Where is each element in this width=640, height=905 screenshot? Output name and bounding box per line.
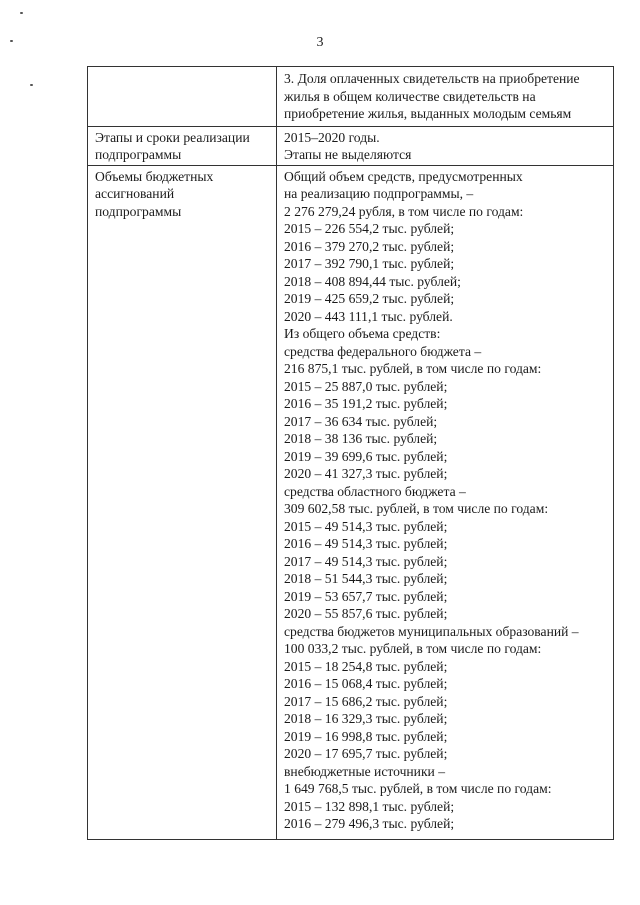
row-value-cell bbox=[277, 126, 614, 165]
text-line: 2019 – 39 699,6 тыс. рублей; bbox=[284, 448, 448, 464]
scan-speck bbox=[20, 12, 23, 14]
text-line: 2020 – 443 111,1 тыс. рублей. bbox=[284, 308, 453, 324]
text-line: 2015 – 18 254,8 тыс. рублей; bbox=[284, 658, 448, 674]
table-row bbox=[88, 165, 614, 839]
text-line: 2015–2020 годы. bbox=[284, 129, 380, 145]
text-line: средства федерального бюджета – bbox=[284, 343, 482, 359]
text-line: 216 875,1 тыс. рублей, в том числе по годам: bbox=[284, 361, 542, 376]
text-line: 2019 – 425 659,2 тыс. рублей; bbox=[284, 291, 455, 306]
text-line: Общий объем средств, предусмотренных bbox=[284, 168, 523, 184]
text-line: 2016 – 35 191,2 тыс. рублей; bbox=[284, 396, 448, 411]
text-line: 2018 – 408 894,44 тыс. рублей; bbox=[284, 273, 461, 289]
text-line: 2019 – 16 998,8 тыс. рублей; bbox=[284, 728, 448, 744]
text-line: 2015 – 226 554,2 тыс. рублей; bbox=[284, 221, 455, 236]
row-value-cell bbox=[277, 67, 614, 127]
text-line: 2015 – 49 514,3 тыс. рублей; bbox=[284, 518, 448, 534]
text-line: 309 602,58 тыс. рублей, в том числе по годам: bbox=[284, 501, 549, 516]
scan-speck bbox=[30, 84, 33, 86]
text-line: 2 276 279,24 рубля, в том числе по годам: bbox=[284, 203, 524, 219]
text-line: 2018 – 51 544,3 тыс. рублей; bbox=[284, 571, 448, 586]
text-line: средства областного бюджета – bbox=[284, 483, 466, 499]
text-line: 2016 – 15 068,4 тыс. рублей; bbox=[284, 676, 448, 691]
text-line: Этапы и сроки реализации bbox=[95, 129, 250, 145]
text-line: 2020 – 41 327,3 тыс. рублей; bbox=[284, 466, 448, 481]
text-line: 2019 – 53 657,7 тыс. рублей; bbox=[284, 588, 448, 604]
text-line: Из общего объема средств: bbox=[284, 326, 441, 341]
row-value-cell bbox=[277, 165, 614, 839]
text-line: жилья в общем количестве свидетельств на bbox=[284, 88, 536, 104]
text-line: ассигнований bbox=[95, 186, 175, 201]
row-label-cell bbox=[88, 126, 277, 165]
text-line: 2018 – 16 329,3 тыс. рублей; bbox=[284, 711, 448, 726]
text-line: средства бюджетов муниципальных образований – bbox=[284, 623, 579, 639]
page-number: 3 bbox=[316, 35, 324, 50]
scan-speck bbox=[10, 40, 13, 42]
text-line: 2017 – 36 634 тыс. рублей; bbox=[284, 413, 438, 429]
text-line: 2015 – 25 887,0 тыс. рублей; bbox=[284, 378, 448, 394]
table-row bbox=[88, 126, 614, 165]
text-line: 3. Доля оплаченных свидетельств на приобретение bbox=[284, 71, 580, 86]
text-line: 100 033,2 тыс. рублей, в том числе по годам: bbox=[284, 641, 542, 656]
text-line: 1 649 768,5 тыс. рублей, в том числе по годам: bbox=[284, 781, 552, 796]
text-line: 2017 – 392 790,1 тыс. рублей; bbox=[284, 256, 455, 271]
text-line: Объемы бюджетных bbox=[95, 168, 214, 184]
text-line: 2020 – 17 695,7 тыс. рублей; bbox=[284, 746, 448, 761]
text-line: 2016 – 49 514,3 тыс. рублей; bbox=[284, 536, 448, 551]
text-line: на реализацию подпрограммы, – bbox=[284, 186, 474, 201]
row-label-cell bbox=[88, 165, 277, 839]
text-line: 2018 – 38 136 тыс. рублей; bbox=[284, 431, 438, 446]
text-line: 2016 – 379 270,2 тыс. рублей; bbox=[284, 238, 455, 254]
text-line: 2016 – 279 496,3 тыс. рублей; bbox=[284, 816, 455, 831]
text-line: внебюджетные источники – bbox=[284, 763, 446, 779]
row-label-cell bbox=[88, 67, 277, 127]
table-row bbox=[88, 67, 614, 127]
text-line: 2017 – 15 686,2 тыс. рублей; bbox=[284, 693, 448, 709]
text-line: Этапы не выделяются bbox=[284, 147, 412, 162]
text-line: 2017 – 49 514,3 тыс. рублей; bbox=[284, 553, 448, 569]
text-line: подпрограммы bbox=[95, 203, 182, 219]
subprogram-passport-table bbox=[87, 66, 614, 840]
text-line: 2015 – 132 898,1 тыс. рублей; bbox=[284, 798, 455, 814]
text-line: подпрограммы bbox=[95, 147, 182, 162]
text-line: 2020 – 55 857,6 тыс. рублей; bbox=[284, 606, 448, 621]
text-line: приобретение жилья, выданных молодым семьям bbox=[284, 106, 572, 121]
